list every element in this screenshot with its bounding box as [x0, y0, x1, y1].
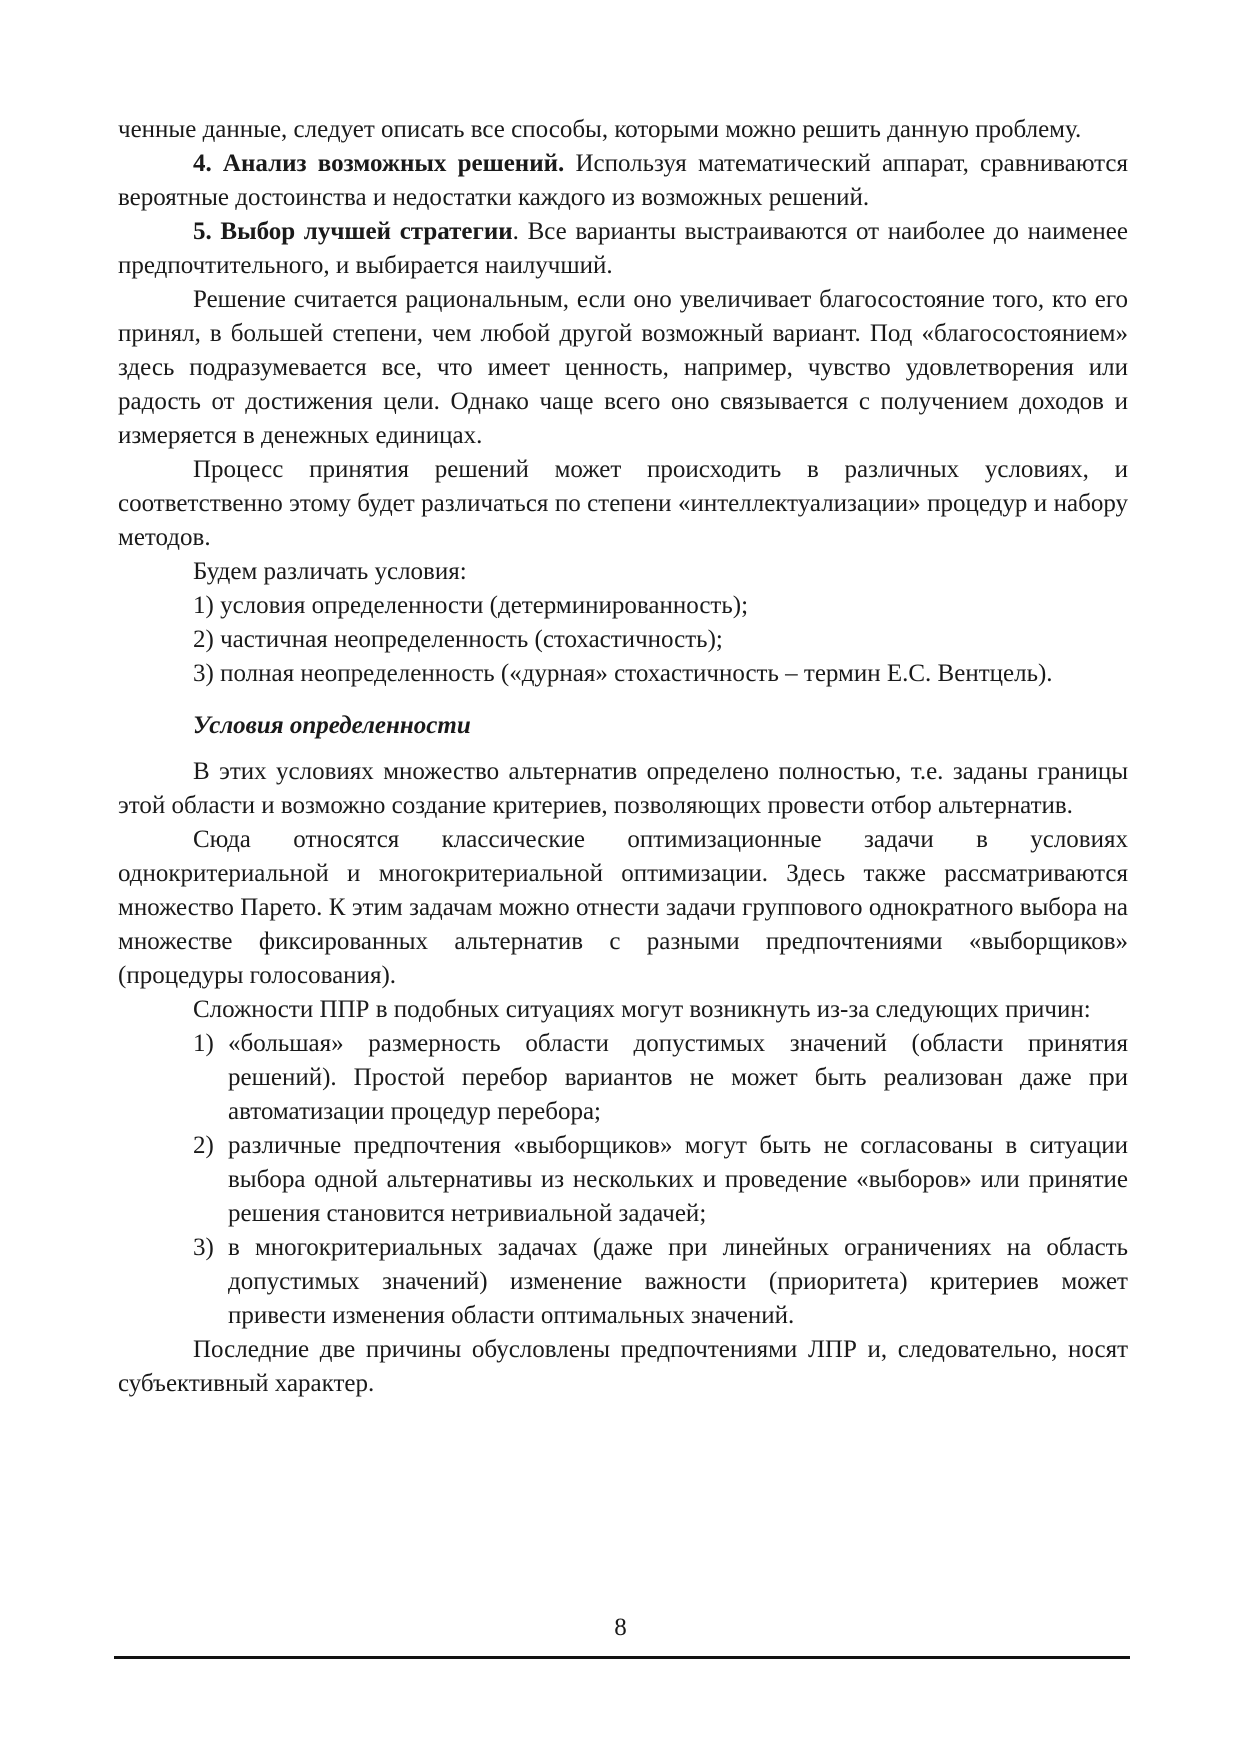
step-title: 4. Анализ возможных решений. — [193, 150, 565, 177]
paragraph: В этих условиях множество альтернатив определено полностью, т.е. заданы границы этой области и возможно создание критериев, позволяющих провести отбор альтернатив. — [118, 758, 1128, 819]
paragraph: Последние две причины обусловлены предпочтениями ЛПР и, следовательно, носят субъективный характер. — [118, 1336, 1128, 1397]
paragraph-step-4 — [118, 147, 1128, 215]
paragraph: Процесс принятия решений может происходить в различных условиях, и соответственно этому будет различаться по степени «интеллектуализации» процедур и набору методов. — [118, 456, 1128, 551]
list-item — [118, 1027, 1128, 1129]
paragraph-step-5 — [118, 215, 1128, 283]
paragraph: Решение считается рациональным, если оно увеличивает благосостояние того, кто его принял, в большей степени, чем любой другой возможный вариант. Под «благосостоянием» здесь подразумевается все, что имеет ценность, например, чувство удовлетворения или радость от достижения цели. Однако чаще всего оно связывается с получением доходов и измеряется в денежных единицах. — [118, 286, 1128, 449]
list-item-text: «большая» размерность области допустимых значений (области принятия решений). Простой перебор вариантов не может быть реализован даже при автоматизации процедур перебора; — [228, 1030, 1128, 1125]
list-item-text: в многокритериальных задачах (даже при линейных ограничениях на область допустимых значений) изменение важности (приоритета) критериев может привести изменения области оптимальных значений. — [228, 1234, 1128, 1329]
paragraph: Сложности ППР в подобных ситуациях могут возникнуть из-за следующих причин: — [193, 996, 1091, 1023]
paragraph: Будем различать условия: — [193, 558, 467, 585]
step-text: Используя математический аппарат, сравниваются вероятные достоинства и недостатки каждого из возможных решений. — [118, 150, 1128, 211]
step-text: . Все варианты выстраиваются от наиболее до наименее предпочтительного, и выбирается наилучший. — [118, 218, 1128, 279]
condition-item: 3) полная неопределенность («дурная» стохастичность – термин Е.С. Вентцель). — [193, 660, 1053, 687]
list-item-number: 2) — [193, 1132, 214, 1159]
paragraph: Сюда относятся классические оптимизационные задачи в условиях однокритериальной и многокритериальной оптимизации. Здесь также рассматриваются множество Парето. К этим задачам можно отнести задачи группового однократного выбора на множестве фиксированных альтернатив с разными предпочтениями «выборщиков» (процедуры голосования). — [118, 826, 1128, 989]
reasons-list — [118, 1027, 1128, 1333]
page-body — [118, 113, 1128, 1401]
list-item — [118, 1231, 1128, 1333]
step-title: 5. Выбор лучшей стратегии — [193, 218, 513, 245]
list-item — [118, 1129, 1128, 1231]
list-item-number: 1) — [193, 1030, 214, 1057]
list-item-text: различные предпочтения «выборщиков» могут быть не согласованы в ситуации выбора одной альтернативы из нескольких и проведение «выборов» или принятие решения становится нетривиальной задачей; — [228, 1132, 1128, 1227]
footer-rule — [114, 1656, 1130, 1659]
paragraph: ченные данные, следует описать все способы, которыми можно решить данную проблему. — [118, 116, 1082, 143]
page-number: 8 — [614, 1614, 627, 1641]
condition-item: 2) частичная неопределенность (стохастичность); — [193, 626, 723, 653]
condition-item: 1) условия определенности (детерминированность); — [193, 592, 749, 619]
list-item-number: 3) — [193, 1234, 214, 1261]
section-heading: Условия определенности — [193, 712, 471, 739]
